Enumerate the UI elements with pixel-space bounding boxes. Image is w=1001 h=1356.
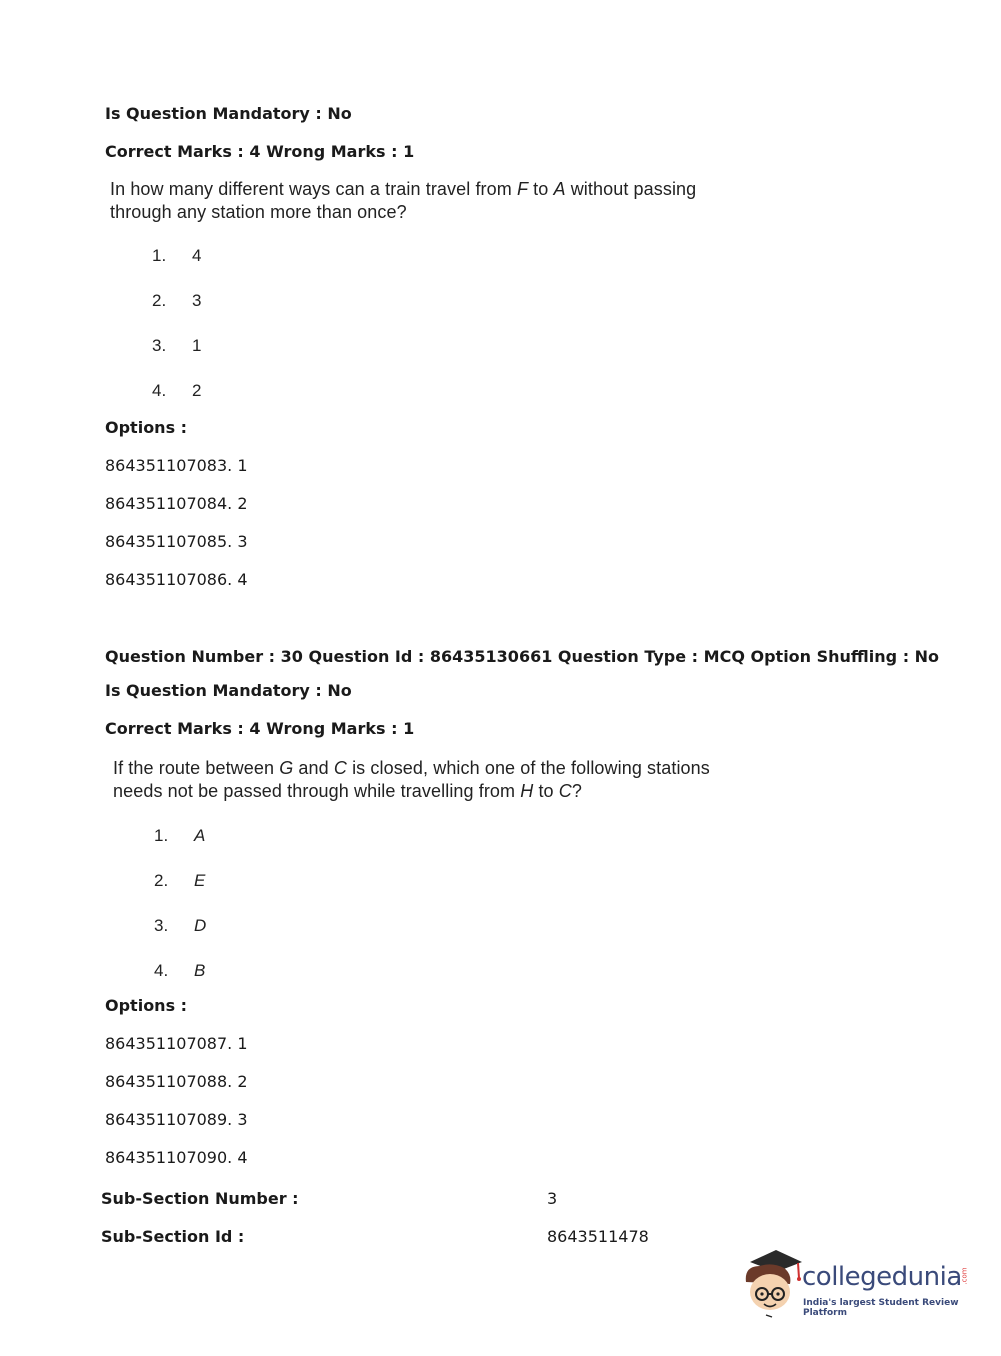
q29-option-1: 864351107083. 1 [105,456,248,475]
logo-suffix: .com [960,1267,969,1285]
q29-choice-3: 3. 1 [152,336,202,355]
q29-options-label: Options : [105,418,188,437]
q29-choice-2: 2. 3 [152,291,202,310]
collegedunia-logo [742,1248,972,1320]
mascot-graduation-cap-icon [742,1248,804,1320]
q30-header: Question Number : 30 Question Id : 86435130661 Question Type : MCQ Option Shuffling : No [105,647,940,666]
q30-choice-3: 3. D [154,916,207,935]
q29-choice-4: 4. 2 [152,381,202,400]
q29-option-3: 864351107085. 3 [105,532,248,551]
q30-choice-1: 1. A [154,826,206,845]
q30-option-3: 864351107089. 3 [105,1110,248,1129]
subsection-id-value: 8643511478 [547,1227,649,1246]
q30-mandatory: Is Question Mandatory : No [105,681,352,700]
q29-question-text: In how many different ways can a train travel from F to A without passing through any station more than once? [110,179,697,222]
q30-option-4: 864351107090. 4 [105,1148,248,1167]
q29-option-4: 864351107086. 4 [105,570,248,589]
subsection-id-label: Sub-Section Id : [101,1227,245,1246]
q30-marks: Correct Marks : 4 Wrong Marks : 1 [105,719,415,738]
q30-option-1: 864351107087. 1 [105,1034,248,1053]
q30-options-label: Options : [105,996,188,1015]
subsection-number-label: Sub-Section Number : [101,1189,299,1208]
subsection-number-value: 3 [547,1189,558,1208]
q29-option-2: 864351107084. 2 [105,494,248,513]
q30-choice-4: 4. B [154,961,206,980]
logo-wordmark: collegedunia [802,1262,962,1292]
q30-option-2: 864351107088. 2 [105,1072,248,1091]
logo-tagline: India's largest Student Review Platform [803,1298,959,1318]
q29-choice-1: 1. 4 [152,246,202,265]
q30-question-text: If the route between G and C is closed, which one of the following stations needs not be passed through while travelling from H to C? [113,758,710,801]
q30-choice-2: 2. E [154,871,206,890]
q29-mandatory: Is Question Mandatory : No [105,104,352,123]
q29-marks: Correct Marks : 4 Wrong Marks : 1 [105,142,415,161]
